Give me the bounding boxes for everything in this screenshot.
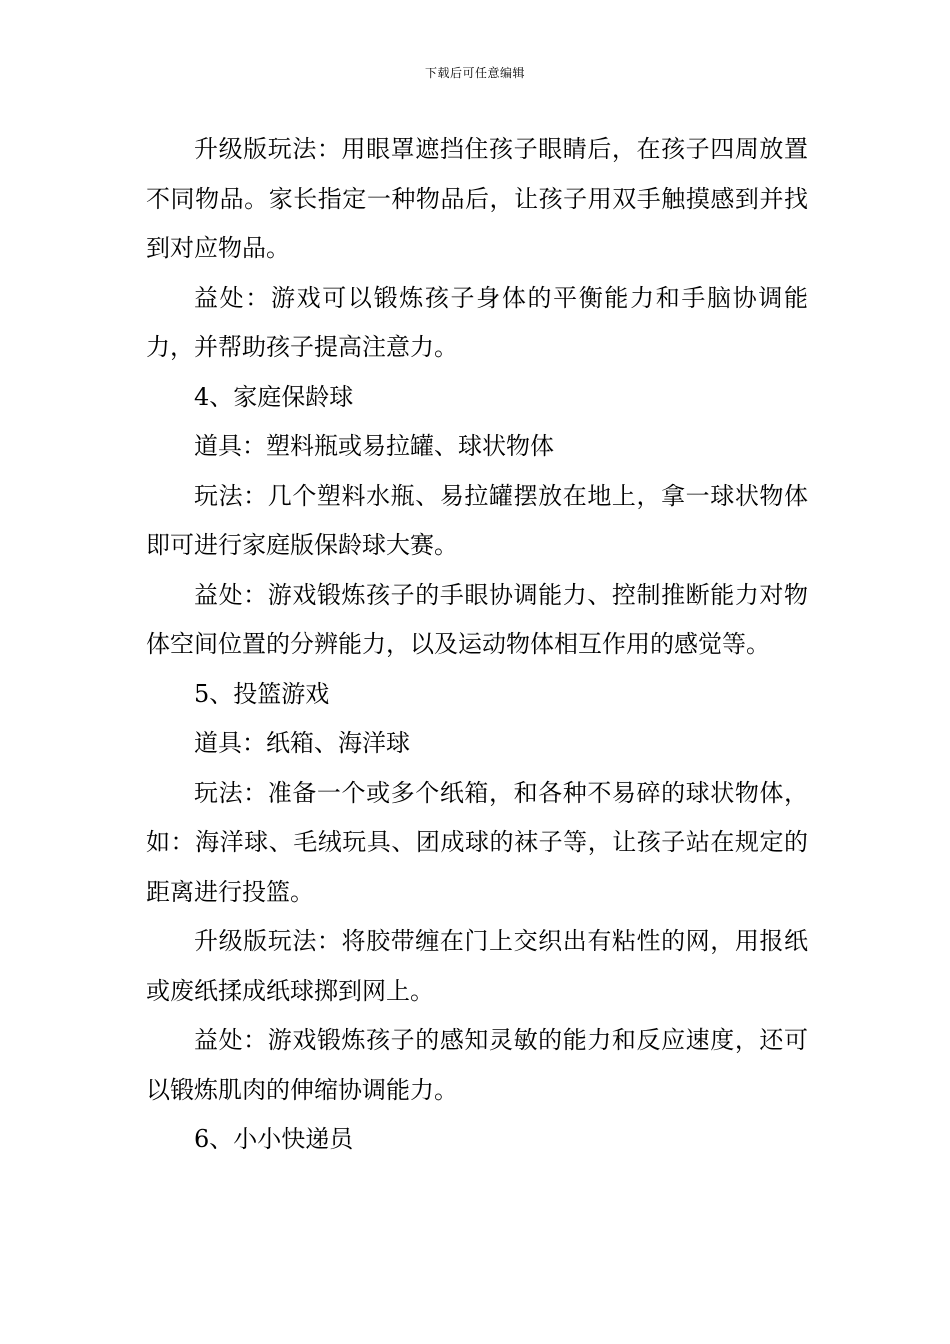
paragraph-benefit-bowling: 益处：游戏锻炼孩子的手眼协调能力、控制推断能力对物体空间位置的分辨能力，以及运动物体相互作用的感觉等。 (146, 580, 808, 658)
paragraph-upgraded-play-blindfold: 升级版玩法：用眼罩遮挡住孩子眼睛后，在孩子四周放置不同物品。家长指定一种物品后，让孩子用双手触摸感到并找到对应物品。 (146, 135, 808, 262)
section-heading-basketball-game: 5、投篮游戏 (194, 679, 330, 708)
section-heading-home-bowling: 4、家庭保龄球 (194, 382, 354, 411)
paragraph-play-bowling: 玩法：几个塑料水瓶、易拉罐摆放在地上，拿一球状物体即可进行家庭版保龄球大赛。 (146, 481, 808, 559)
paragraph-props-bowling: 道具：塑料瓶或易拉罐、球状物体 (194, 432, 554, 460)
paragraph-benefit-basketball: 益处：游戏锻炼孩子的感知灵敏的能力和反应速度，还可以锻炼肌肉的伸缩协调能力。 (146, 1026, 808, 1104)
paragraph-upgraded-play-tape-net: 升级版玩法：将胶带缠在门上交织出有粘性的网，用报纸或废纸揉成纸球掷到网上。 (146, 927, 808, 1005)
section-heading-little-courier: 6、小小快递员 (194, 1125, 354, 1153)
paragraph-props-basketball: 道具：纸箱、海洋球 (194, 729, 410, 757)
paragraph-play-basketball: 玩法：准备一个或多个纸箱，和各种不易碎的球状物体，如：海洋球、毛绒玩具、团成球的袜子等，让孩子站在规定的距离进行投篮。 (146, 778, 808, 906)
document-body (146, 125, 808, 1165)
page-header: 下载后可任意编辑 (424, 66, 525, 80)
paragraph-benefit-balance: 益处：游戏可以锻炼孩子身体的平衡能力和手脑协调能力，并帮助孩子提高注意力。 (146, 283, 808, 361)
